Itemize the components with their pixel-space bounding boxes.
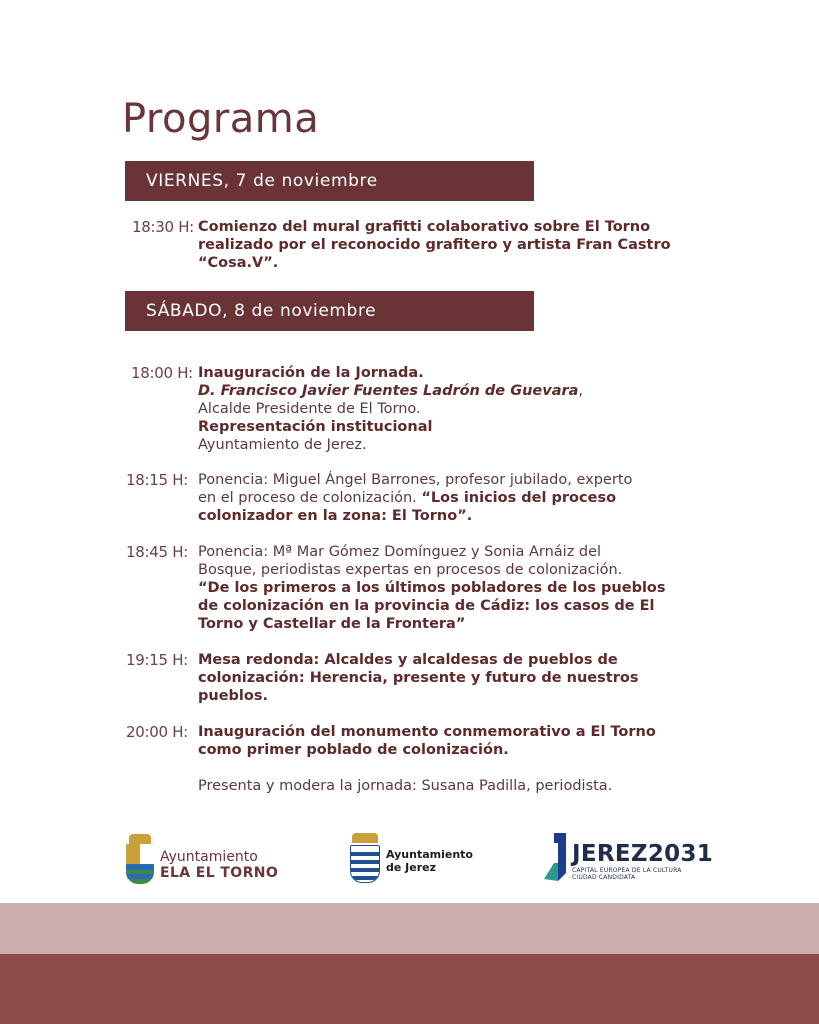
event-line: como primer poblado de colonización. [198,742,509,758]
event-time: 18:15 H: [126,471,188,489]
jerez2031-mark-icon [542,833,568,881]
moderator-note-text: Presenta y modera la jornada: Susana Padilla, periodista. [198,778,613,794]
jerez-logo-line1: Ayuntamiento [386,848,473,861]
talk-title-part: Torno y Castellar de la Frontera” [198,616,466,632]
event-line: realizado por el reconocido grafitero y artista Fran Castro [198,237,671,253]
jerez-logo-line2: de Jerez [386,861,437,874]
organization: Ayuntamiento de Jerez. [198,437,367,453]
speaker-role: Alcalde Presidente de El Torno. [198,401,421,417]
jerez2031-subtitle-1: CAPITAL EUROPEA DE LA CULTURA [572,867,682,874]
event-line: Ponencia: Mª Mar Gómez Domínguez y Sonia Arnáiz del [198,544,602,560]
el-torno-logo-line2: ELA EL TORNO [160,865,279,881]
event-description [198,651,698,705]
event-line: Ponencia: Miguel Ángel Barrones, profesor jubilado, experto [198,472,633,488]
shield-icon [350,845,380,883]
event-description [198,543,698,633]
event-line: Bosque, periodistas expertas en procesos de colonización. [198,562,623,578]
saturday-header: SÁBADO, 8 de noviembre [125,291,534,331]
talk-title-part: de colonización en la provincia de Cádiz: los casos de El [198,598,655,614]
event-time: 18:30 H: [132,218,194,236]
footer-band-dark [0,954,819,1024]
event-description [198,364,698,454]
jerez2031-logo [542,833,714,883]
el-torno-logo [124,834,284,890]
moderator-note [198,777,698,795]
talk-title-part: “De los primeros a los últimos pobladores de los pueblos [198,580,666,596]
event-time: 20:00 H: [126,723,188,741]
event-description [198,723,698,759]
representation-label: Representación institucional [198,419,433,435]
event-time: 19:15 H: [126,651,188,669]
event-time: 18:45 H: [126,543,188,561]
footer-band-light [0,903,819,954]
event-description [198,218,698,272]
crown-icon [129,834,151,844]
el-torno-logo-line1: Ayuntamiento [160,849,258,865]
event-title: Inauguración de la Jornada. [198,365,424,381]
event-line-part: en el proceso de colonización. [198,490,422,506]
event-line: pueblos. [198,688,268,704]
page-title: Programa [122,96,320,142]
jerez2031-subtitle-2: CIUDAD CANDIDATA [572,874,636,881]
speaker-name: D. Francisco Javier Fuentes Ladrón de Guevara [198,383,579,399]
event-description [198,471,698,525]
jerez-logo [349,833,479,885]
talk-title-part: “Los inicios del proceso [421,490,617,506]
event-line: “Cosa.V”. [198,255,279,271]
jerez2031-title: JEREZ2031 [572,841,714,867]
speaker-suffix: , [578,383,584,399]
event-line: Mesa redonda: Alcaldes y alcaldesas de pueblos de [198,652,618,668]
event-line: colonización: Herencia, presente y futuro de nuestros [198,670,639,686]
event-line: Comienzo del mural grafitti colaborativo sobre El Torno [198,219,651,235]
friday-header: VIERNES, 7 de noviembre [125,161,534,201]
talk-title-part: colonizador en la zona: El Torno”. [198,508,473,524]
crown-icon [352,833,378,843]
event-time: 18:00 H: [131,364,193,382]
event-line: Inauguración del monumento conmemorativo a El Torno [198,724,656,740]
shield-icon [126,844,154,884]
